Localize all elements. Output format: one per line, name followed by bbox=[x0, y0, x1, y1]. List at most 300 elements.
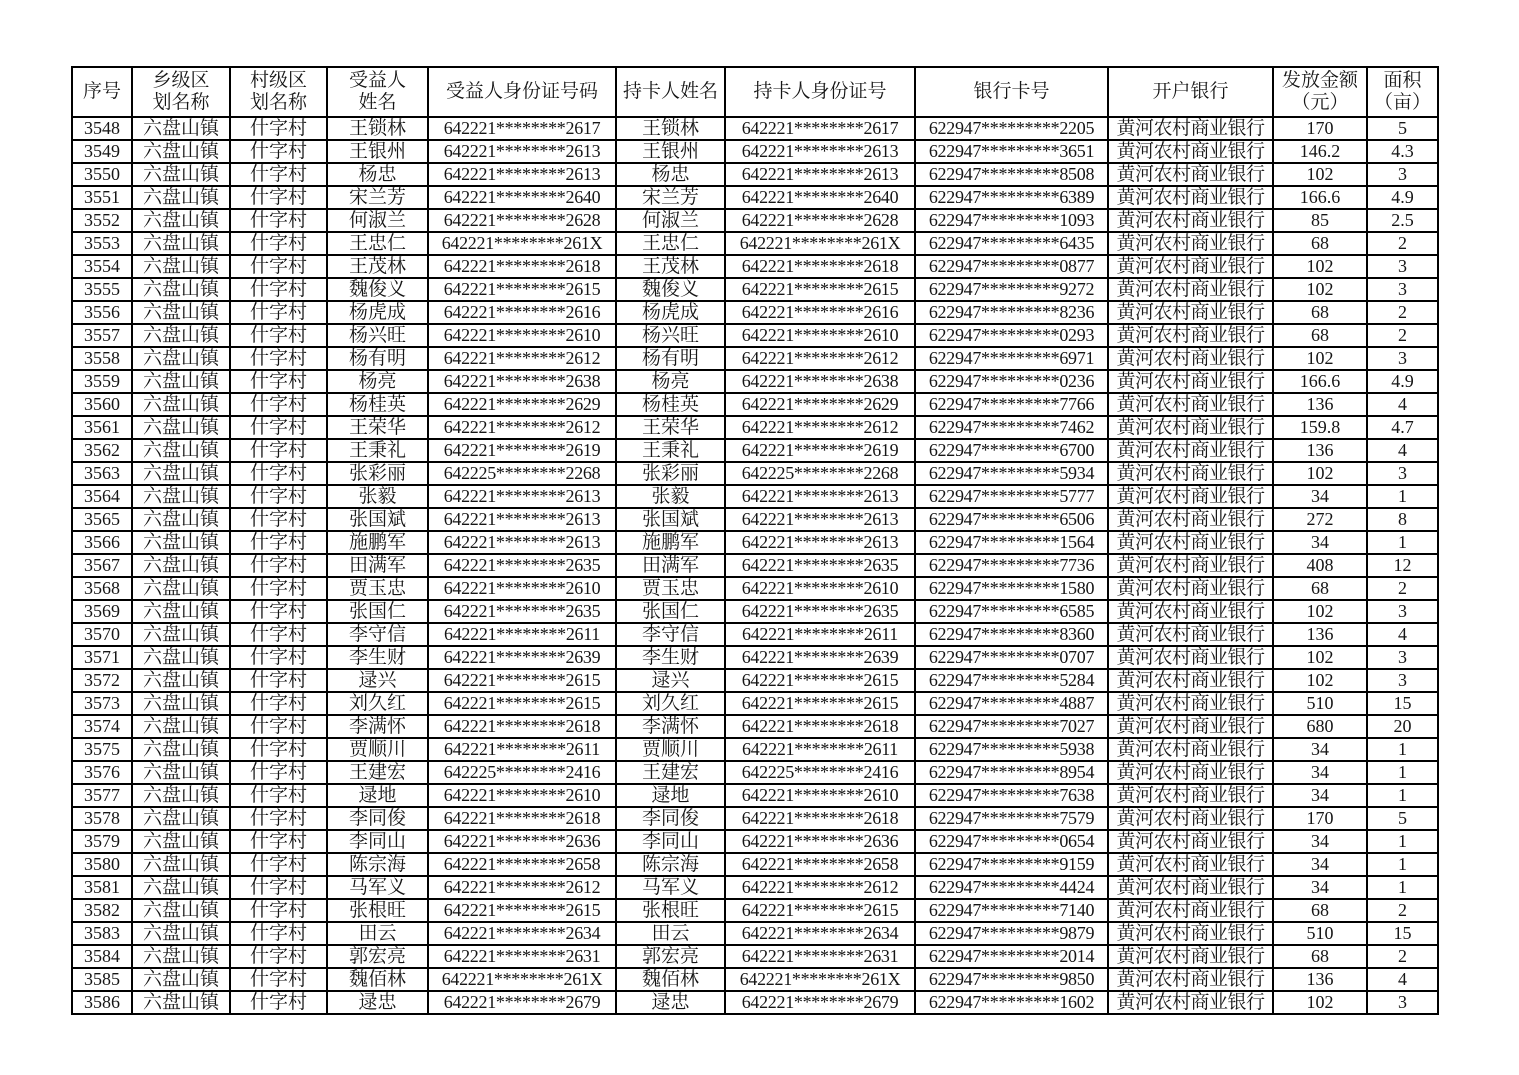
cell-cardholder_id: 642221********2613 bbox=[725, 531, 915, 554]
cell-cardholder: 杨忠 bbox=[616, 163, 725, 186]
cell-cardholder_id: 642221********2638 bbox=[725, 370, 915, 393]
table-row bbox=[72, 439, 1438, 462]
cell-card_no: 622947*********9850 bbox=[915, 968, 1108, 991]
cell-beneficiary_id: 642221********2615 bbox=[428, 899, 616, 922]
cell-bank: 黄河农村商业银行 bbox=[1108, 761, 1273, 784]
cell-bank: 黄河农村商业银行 bbox=[1108, 186, 1273, 209]
column-header-beneficiary: 受益人 姓名 bbox=[327, 67, 428, 117]
cell-township: 六盘山镇 bbox=[132, 324, 230, 347]
cell-beneficiary_id: 642221********2615 bbox=[428, 669, 616, 692]
cell-cardholder_id: 642221********2631 bbox=[725, 945, 915, 968]
cell-beneficiary_id: 642221********2618 bbox=[428, 255, 616, 278]
cell-cardholder_id: 642221********261X bbox=[725, 968, 915, 991]
cell-village: 什字村 bbox=[230, 531, 327, 554]
table-row bbox=[72, 761, 1438, 784]
cell-area: 5 bbox=[1367, 807, 1438, 830]
cell-township: 六盘山镇 bbox=[132, 623, 230, 646]
cell-cardholder_id: 642221********2610 bbox=[725, 577, 915, 600]
cell-amount: 102 bbox=[1273, 278, 1367, 301]
column-header-card_no: 银行卡号 bbox=[915, 67, 1108, 117]
table-row bbox=[72, 485, 1438, 508]
cell-amount: 680 bbox=[1273, 715, 1367, 738]
cell-cardholder: 郭宏亮 bbox=[616, 945, 725, 968]
cell-card_no: 622947*********9159 bbox=[915, 853, 1108, 876]
cell-beneficiary: 张国仁 bbox=[327, 600, 428, 623]
cell-beneficiary_id: 642221********2610 bbox=[428, 324, 616, 347]
table-row bbox=[72, 140, 1438, 163]
cell-beneficiary: 马军义 bbox=[327, 876, 428, 899]
column-header-village: 村级区 划名称 bbox=[230, 67, 327, 117]
cell-bank: 黄河农村商业银行 bbox=[1108, 163, 1273, 186]
cell-beneficiary_id: 642221********261X bbox=[428, 232, 616, 255]
cell-village: 什字村 bbox=[230, 692, 327, 715]
cell-card_no: 622947*********5938 bbox=[915, 738, 1108, 761]
cell-cardholder: 王建宏 bbox=[616, 761, 725, 784]
cell-cardholder: 魏佰林 bbox=[616, 968, 725, 991]
cell-village: 什字村 bbox=[230, 324, 327, 347]
cell-cardholder_id: 642221********2628 bbox=[725, 209, 915, 232]
cell-seq: 3553 bbox=[72, 232, 132, 255]
column-header-bank: 开户银行 bbox=[1108, 67, 1273, 117]
cell-township: 六盘山镇 bbox=[132, 186, 230, 209]
cell-seq: 3575 bbox=[72, 738, 132, 761]
cell-amount: 136 bbox=[1273, 968, 1367, 991]
cell-bank: 黄河农村商业银行 bbox=[1108, 232, 1273, 255]
cell-township: 六盘山镇 bbox=[132, 278, 230, 301]
cell-area: 3 bbox=[1367, 669, 1438, 692]
cell-village: 什字村 bbox=[230, 577, 327, 600]
cell-township: 六盘山镇 bbox=[132, 830, 230, 853]
cell-village: 什字村 bbox=[230, 370, 327, 393]
cell-cardholder: 张国仁 bbox=[616, 600, 725, 623]
cell-area: 4 bbox=[1367, 439, 1438, 462]
cell-seq: 3558 bbox=[72, 347, 132, 370]
cell-township: 六盘山镇 bbox=[132, 669, 230, 692]
cell-amount: 68 bbox=[1273, 899, 1367, 922]
cell-beneficiary_id: 642225********2416 bbox=[428, 761, 616, 784]
cell-bank: 黄河农村商业银行 bbox=[1108, 577, 1273, 600]
cell-beneficiary: 王建宏 bbox=[327, 761, 428, 784]
table-row bbox=[72, 301, 1438, 324]
cell-cardholder_id: 642221********2613 bbox=[725, 508, 915, 531]
cell-cardholder: 王荣华 bbox=[616, 416, 725, 439]
cell-amount: 102 bbox=[1273, 163, 1367, 186]
cell-cardholder_id: 642221********2658 bbox=[725, 853, 915, 876]
cell-card_no: 622947*********2205 bbox=[915, 117, 1108, 140]
cell-area: 2 bbox=[1367, 232, 1438, 255]
cell-cardholder_id: 642221********2618 bbox=[725, 807, 915, 830]
cell-cardholder_id: 642221********2610 bbox=[725, 784, 915, 807]
cell-beneficiary_id: 642221********2611 bbox=[428, 623, 616, 646]
table-row bbox=[72, 255, 1438, 278]
table-row bbox=[72, 508, 1438, 531]
cell-township: 六盘山镇 bbox=[132, 853, 230, 876]
cell-area: 4.9 bbox=[1367, 370, 1438, 393]
cell-beneficiary: 贾顺川 bbox=[327, 738, 428, 761]
table-row bbox=[72, 600, 1438, 623]
cell-area: 4 bbox=[1367, 623, 1438, 646]
cell-beneficiary_id: 642221********2619 bbox=[428, 439, 616, 462]
table-row bbox=[72, 623, 1438, 646]
cell-bank: 黄河农村商业银行 bbox=[1108, 301, 1273, 324]
cell-township: 六盘山镇 bbox=[132, 416, 230, 439]
cell-township: 六盘山镇 bbox=[132, 738, 230, 761]
cell-township: 六盘山镇 bbox=[132, 393, 230, 416]
cell-township: 六盘山镇 bbox=[132, 761, 230, 784]
cell-beneficiary: 杨桂英 bbox=[327, 393, 428, 416]
cell-amount: 68 bbox=[1273, 324, 1367, 347]
cell-cardholder_id: 642221********2613 bbox=[725, 163, 915, 186]
cell-beneficiary_id: 642221********2615 bbox=[428, 692, 616, 715]
cell-cardholder_id: 642221********2612 bbox=[725, 876, 915, 899]
cell-card_no: 622947*********8508 bbox=[915, 163, 1108, 186]
table-row bbox=[72, 830, 1438, 853]
cell-card_no: 622947*********6435 bbox=[915, 232, 1108, 255]
subsidy-sheet bbox=[71, 66, 1439, 1015]
cell-bank: 黄河农村商业银行 bbox=[1108, 623, 1273, 646]
cell-cardholder_id: 642221********2615 bbox=[725, 692, 915, 715]
cell-township: 六盘山镇 bbox=[132, 117, 230, 140]
cell-township: 六盘山镇 bbox=[132, 347, 230, 370]
cell-cardholder: 陈宗海 bbox=[616, 853, 725, 876]
cell-amount: 102 bbox=[1273, 347, 1367, 370]
cell-beneficiary_id: 642221********2658 bbox=[428, 853, 616, 876]
table-row bbox=[72, 531, 1438, 554]
table-row bbox=[72, 232, 1438, 255]
cell-village: 什字村 bbox=[230, 922, 327, 945]
cell-bank: 黄河农村商业银行 bbox=[1108, 324, 1273, 347]
cell-township: 六盘山镇 bbox=[132, 784, 230, 807]
cell-cardholder: 李同山 bbox=[616, 830, 725, 853]
cell-township: 六盘山镇 bbox=[132, 899, 230, 922]
cell-seq: 3574 bbox=[72, 715, 132, 738]
cell-card_no: 622947*********4887 bbox=[915, 692, 1108, 715]
cell-card_no: 622947*********0877 bbox=[915, 255, 1108, 278]
table-row bbox=[72, 117, 1438, 140]
cell-card_no: 622947*********8954 bbox=[915, 761, 1108, 784]
cell-area: 1 bbox=[1367, 761, 1438, 784]
cell-beneficiary: 张彩丽 bbox=[327, 462, 428, 485]
cell-amount: 34 bbox=[1273, 784, 1367, 807]
cell-seq: 3585 bbox=[72, 968, 132, 991]
cell-township: 六盘山镇 bbox=[132, 209, 230, 232]
cell-amount: 408 bbox=[1273, 554, 1367, 577]
cell-bank: 黄河农村商业银行 bbox=[1108, 945, 1273, 968]
cell-cardholder_id: 642221********2613 bbox=[725, 140, 915, 163]
table-row bbox=[72, 393, 1438, 416]
cell-amount: 510 bbox=[1273, 922, 1367, 945]
cell-area: 4 bbox=[1367, 968, 1438, 991]
cell-beneficiary: 杨忠 bbox=[327, 163, 428, 186]
table-row bbox=[72, 669, 1438, 692]
cell-seq: 3579 bbox=[72, 830, 132, 853]
cell-township: 六盘山镇 bbox=[132, 968, 230, 991]
cell-bank: 黄河农村商业银行 bbox=[1108, 462, 1273, 485]
cell-card_no: 622947*********5777 bbox=[915, 485, 1108, 508]
cell-beneficiary: 刘久红 bbox=[327, 692, 428, 715]
cell-cardholder: 逯地 bbox=[616, 784, 725, 807]
cell-beneficiary_id: 642225********2268 bbox=[428, 462, 616, 485]
cell-cardholder: 张根旺 bbox=[616, 899, 725, 922]
cell-area: 1 bbox=[1367, 830, 1438, 853]
cell-township: 六盘山镇 bbox=[132, 301, 230, 324]
cell-cardholder_id: 642221********2619 bbox=[725, 439, 915, 462]
cell-bank: 黄河农村商业银行 bbox=[1108, 393, 1273, 416]
cell-bank: 黄河农村商业银行 bbox=[1108, 669, 1273, 692]
cell-beneficiary_id: 642221********2679 bbox=[428, 991, 616, 1014]
cell-cardholder_id: 642221********2615 bbox=[725, 278, 915, 301]
cell-area: 15 bbox=[1367, 692, 1438, 715]
cell-card_no: 622947*********3651 bbox=[915, 140, 1108, 163]
cell-beneficiary: 宋兰芳 bbox=[327, 186, 428, 209]
cell-card_no: 622947*********1093 bbox=[915, 209, 1108, 232]
cell-seq: 3582 bbox=[72, 899, 132, 922]
cell-cardholder: 王锁林 bbox=[616, 117, 725, 140]
cell-card_no: 622947*********0654 bbox=[915, 830, 1108, 853]
cell-area: 3 bbox=[1367, 278, 1438, 301]
cell-village: 什字村 bbox=[230, 784, 327, 807]
cell-area: 3 bbox=[1367, 646, 1438, 669]
table-row bbox=[72, 853, 1438, 876]
cell-beneficiary: 李满怀 bbox=[327, 715, 428, 738]
cell-cardholder: 田满军 bbox=[616, 554, 725, 577]
cell-beneficiary: 李同俊 bbox=[327, 807, 428, 830]
cell-area: 1 bbox=[1367, 876, 1438, 899]
cell-beneficiary: 杨有明 bbox=[327, 347, 428, 370]
cell-beneficiary: 魏佰林 bbox=[327, 968, 428, 991]
cell-beneficiary: 魏俊义 bbox=[327, 278, 428, 301]
cell-village: 什字村 bbox=[230, 991, 327, 1014]
cell-amount: 102 bbox=[1273, 669, 1367, 692]
header-row bbox=[72, 67, 1438, 117]
cell-amount: 102 bbox=[1273, 600, 1367, 623]
cell-area: 4.3 bbox=[1367, 140, 1438, 163]
cell-bank: 黄河农村商业银行 bbox=[1108, 646, 1273, 669]
cell-cardholder: 马军义 bbox=[616, 876, 725, 899]
cell-cardholder_id: 642221********2629 bbox=[725, 393, 915, 416]
cell-amount: 136 bbox=[1273, 393, 1367, 416]
table-row bbox=[72, 163, 1438, 186]
cell-beneficiary: 王银州 bbox=[327, 140, 428, 163]
cell-card_no: 622947*********1602 bbox=[915, 991, 1108, 1014]
cell-card_no: 622947*********7027 bbox=[915, 715, 1108, 738]
cell-seq: 3568 bbox=[72, 577, 132, 600]
cell-village: 什字村 bbox=[230, 876, 327, 899]
cell-bank: 黄河农村商业银行 bbox=[1108, 255, 1273, 278]
cell-beneficiary_id: 642221********2629 bbox=[428, 393, 616, 416]
cell-cardholder: 刘久红 bbox=[616, 692, 725, 715]
cell-area: 3 bbox=[1367, 347, 1438, 370]
cell-beneficiary: 施鹏军 bbox=[327, 531, 428, 554]
table-row bbox=[72, 646, 1438, 669]
cell-township: 六盘山镇 bbox=[132, 255, 230, 278]
cell-beneficiary_id: 642221********2613 bbox=[428, 508, 616, 531]
cell-area: 1 bbox=[1367, 485, 1438, 508]
cell-village: 什字村 bbox=[230, 669, 327, 692]
cell-amount: 136 bbox=[1273, 623, 1367, 646]
cell-card_no: 622947*********7638 bbox=[915, 784, 1108, 807]
cell-cardholder: 何淑兰 bbox=[616, 209, 725, 232]
cell-seq: 3556 bbox=[72, 301, 132, 324]
cell-beneficiary: 杨兴旺 bbox=[327, 324, 428, 347]
cell-village: 什字村 bbox=[230, 140, 327, 163]
cell-township: 六盘山镇 bbox=[132, 531, 230, 554]
cell-cardholder_id: 642221********2635 bbox=[725, 554, 915, 577]
cell-cardholder: 贾玉忠 bbox=[616, 577, 725, 600]
cell-cardholder_id: 642221********2613 bbox=[725, 485, 915, 508]
cell-area: 2 bbox=[1367, 899, 1438, 922]
cell-card_no: 622947*********7766 bbox=[915, 393, 1108, 416]
cell-seq: 3572 bbox=[72, 669, 132, 692]
cell-beneficiary: 张根旺 bbox=[327, 899, 428, 922]
cell-bank: 黄河农村商业银行 bbox=[1108, 968, 1273, 991]
cell-amount: 34 bbox=[1273, 853, 1367, 876]
cell-township: 六盘山镇 bbox=[132, 370, 230, 393]
cell-beneficiary_id: 642221********2631 bbox=[428, 945, 616, 968]
cell-seq: 3577 bbox=[72, 784, 132, 807]
cell-seq: 3550 bbox=[72, 163, 132, 186]
cell-card_no: 622947*********7736 bbox=[915, 554, 1108, 577]
cell-cardholder_id: 642221********2617 bbox=[725, 117, 915, 140]
table-row bbox=[72, 416, 1438, 439]
cell-amount: 102 bbox=[1273, 646, 1367, 669]
cell-bank: 黄河农村商业银行 bbox=[1108, 715, 1273, 738]
cell-village: 什字村 bbox=[230, 508, 327, 531]
cell-area: 1 bbox=[1367, 531, 1438, 554]
cell-seq: 3586 bbox=[72, 991, 132, 1014]
cell-seq: 3571 bbox=[72, 646, 132, 669]
cell-village: 什字村 bbox=[230, 209, 327, 232]
cell-amount: 510 bbox=[1273, 692, 1367, 715]
cell-beneficiary: 王秉礼 bbox=[327, 439, 428, 462]
cell-card_no: 622947*********7579 bbox=[915, 807, 1108, 830]
cell-beneficiary: 逯兴 bbox=[327, 669, 428, 692]
cell-card_no: 622947*********5284 bbox=[915, 669, 1108, 692]
cell-township: 六盘山镇 bbox=[132, 876, 230, 899]
cell-seq: 3557 bbox=[72, 324, 132, 347]
cell-village: 什字村 bbox=[230, 807, 327, 830]
cell-bank: 黄河农村商业银行 bbox=[1108, 209, 1273, 232]
cell-township: 六盘山镇 bbox=[132, 508, 230, 531]
cell-card_no: 622947*********6389 bbox=[915, 186, 1108, 209]
table-row bbox=[72, 945, 1438, 968]
cell-beneficiary: 王忠仁 bbox=[327, 232, 428, 255]
cell-seq: 3581 bbox=[72, 876, 132, 899]
column-header-area: 面积 （亩） bbox=[1367, 67, 1438, 117]
cell-township: 六盘山镇 bbox=[132, 439, 230, 462]
cell-bank: 黄河农村商业银行 bbox=[1108, 991, 1273, 1014]
cell-cardholder_id: 642221********2615 bbox=[725, 669, 915, 692]
table-row bbox=[72, 876, 1438, 899]
cell-township: 六盘山镇 bbox=[132, 807, 230, 830]
cell-amount: 68 bbox=[1273, 232, 1367, 255]
cell-beneficiary_id: 642221********2612 bbox=[428, 347, 616, 370]
column-header-cardholder: 持卡人姓名 bbox=[616, 67, 725, 117]
cell-bank: 黄河农村商业银行 bbox=[1108, 531, 1273, 554]
cell-township: 六盘山镇 bbox=[132, 140, 230, 163]
cell-cardholder: 杨桂英 bbox=[616, 393, 725, 416]
cell-beneficiary_id: 642221********2611 bbox=[428, 738, 616, 761]
cell-beneficiary_id: 642221********2640 bbox=[428, 186, 616, 209]
cell-beneficiary: 贾玉忠 bbox=[327, 577, 428, 600]
cell-township: 六盘山镇 bbox=[132, 646, 230, 669]
table-row bbox=[72, 554, 1438, 577]
cell-bank: 黄河农村商业银行 bbox=[1108, 508, 1273, 531]
cell-beneficiary: 陈宗海 bbox=[327, 853, 428, 876]
cell-township: 六盘山镇 bbox=[132, 554, 230, 577]
cell-cardholder_id: 642221********2616 bbox=[725, 301, 915, 324]
cell-cardholder_id: 642221********2615 bbox=[725, 899, 915, 922]
cell-village: 什字村 bbox=[230, 278, 327, 301]
cell-seq: 3563 bbox=[72, 462, 132, 485]
cell-beneficiary_id: 642221********2612 bbox=[428, 876, 616, 899]
cell-cardholder: 田云 bbox=[616, 922, 725, 945]
cell-area: 3 bbox=[1367, 163, 1438, 186]
cell-amount: 159.8 bbox=[1273, 416, 1367, 439]
table-body bbox=[72, 117, 1438, 1014]
cell-cardholder: 李守信 bbox=[616, 623, 725, 646]
cell-cardholder: 张彩丽 bbox=[616, 462, 725, 485]
cell-cardholder: 王茂林 bbox=[616, 255, 725, 278]
table-row bbox=[72, 715, 1438, 738]
cell-area: 2.5 bbox=[1367, 209, 1438, 232]
cell-bank: 黄河农村商业银行 bbox=[1108, 347, 1273, 370]
cell-amount: 102 bbox=[1273, 991, 1367, 1014]
cell-bank: 黄河农村商业银行 bbox=[1108, 876, 1273, 899]
cell-cardholder: 李同俊 bbox=[616, 807, 725, 830]
cell-cardholder_id: 642225********2268 bbox=[725, 462, 915, 485]
cell-card_no: 622947*********9879 bbox=[915, 922, 1108, 945]
cell-village: 什字村 bbox=[230, 761, 327, 784]
cell-cardholder: 杨兴旺 bbox=[616, 324, 725, 347]
cell-cardholder: 逯忠 bbox=[616, 991, 725, 1014]
cell-village: 什字村 bbox=[230, 255, 327, 278]
cell-village: 什字村 bbox=[230, 439, 327, 462]
column-header-township: 乡级区 划名称 bbox=[132, 67, 230, 117]
cell-cardholder: 逯兴 bbox=[616, 669, 725, 692]
cell-bank: 黄河农村商业银行 bbox=[1108, 784, 1273, 807]
cell-card_no: 622947*********7140 bbox=[915, 899, 1108, 922]
cell-cardholder: 贾顺川 bbox=[616, 738, 725, 761]
cell-beneficiary: 逯忠 bbox=[327, 991, 428, 1014]
cell-bank: 黄河农村商业银行 bbox=[1108, 278, 1273, 301]
column-header-amount: 发放金额 （元） bbox=[1273, 67, 1367, 117]
cell-beneficiary_id: 642221********2618 bbox=[428, 715, 616, 738]
cell-card_no: 622947*********8360 bbox=[915, 623, 1108, 646]
cell-beneficiary: 王锁林 bbox=[327, 117, 428, 140]
cell-village: 什字村 bbox=[230, 301, 327, 324]
cell-cardholder: 杨有明 bbox=[616, 347, 725, 370]
cell-area: 2 bbox=[1367, 324, 1438, 347]
cell-village: 什字村 bbox=[230, 600, 327, 623]
cell-township: 六盘山镇 bbox=[132, 945, 230, 968]
cell-amount: 102 bbox=[1273, 255, 1367, 278]
cell-beneficiary: 逯地 bbox=[327, 784, 428, 807]
cell-beneficiary: 王荣华 bbox=[327, 416, 428, 439]
cell-beneficiary_id: 642221********2615 bbox=[428, 278, 616, 301]
cell-cardholder_id: 642221********2618 bbox=[725, 715, 915, 738]
cell-seq: 3551 bbox=[72, 186, 132, 209]
cell-beneficiary: 何淑兰 bbox=[327, 209, 428, 232]
cell-beneficiary_id: 642221********261X bbox=[428, 968, 616, 991]
cell-village: 什字村 bbox=[230, 485, 327, 508]
cell-bank: 黄河农村商业银行 bbox=[1108, 370, 1273, 393]
cell-amount: 34 bbox=[1273, 531, 1367, 554]
cell-amount: 68 bbox=[1273, 945, 1367, 968]
cell-cardholder: 王秉礼 bbox=[616, 439, 725, 462]
cell-beneficiary_id: 642221********2613 bbox=[428, 531, 616, 554]
cell-area: 4.9 bbox=[1367, 186, 1438, 209]
